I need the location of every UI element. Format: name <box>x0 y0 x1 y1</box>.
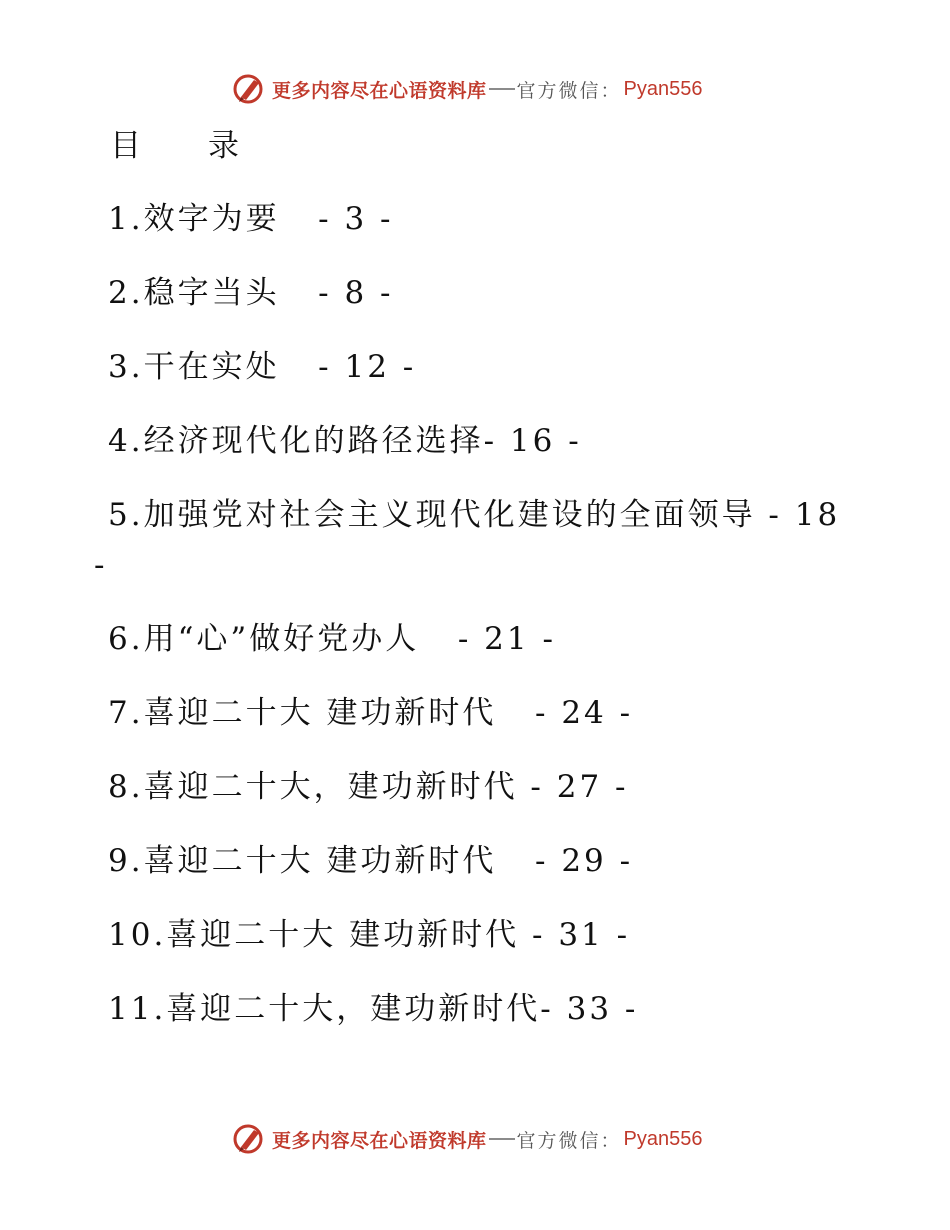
toc-title-char-1: 目 <box>110 128 141 164</box>
toc-item-4[interactable]: 4.经济现代化的路径选择- 16 - <box>108 423 582 459</box>
toc-item-3[interactable]: 3.干在实处 - 12 - <box>108 349 417 385</box>
watermark-id: Pyan556 <box>623 77 703 100</box>
toc-item-1[interactable]: 1.效字为要 - 3 - <box>108 201 394 237</box>
watermark-official: 官方微信 <box>516 79 601 102</box>
toc-item-5[interactable] <box>94 490 868 590</box>
watermark-id: Pyan556 <box>623 1127 703 1150</box>
toc-item-9[interactable]: 9.喜迎二十大 建功新时代 - 29 - <box>108 843 634 879</box>
toc-item-2[interactable]: 2.稳字当头 - 8 - <box>108 275 394 311</box>
watermark-colon: ： <box>600 1129 620 1152</box>
watermark-official: 官方微信 <box>516 1129 601 1152</box>
footer-watermark <box>232 1121 703 1157</box>
toc-item-5-text: 5.加强党对社会主义现代化建设的全面领导 - 18 <box>108 497 841 533</box>
watermark-colon: ： <box>600 79 620 102</box>
toc-list <box>94 194 868 1058</box>
toc-item-11[interactable]: 11.喜迎二十大，建功新时代- 33 - <box>108 991 639 1027</box>
toc-item-6[interactable]: 6.用“心”做好党办人 - 21 - <box>108 621 556 657</box>
toc-item-10[interactable]: 10.喜迎二十大 建功新时代 - 31 - <box>108 917 631 953</box>
toc-item-5-tail: - <box>94 547 108 583</box>
watermark-name: 更多内容尽在心语资料库 <box>272 1129 487 1152</box>
pen-logo-icon <box>232 72 266 106</box>
toc-title <box>110 124 239 168</box>
pen-logo-icon <box>232 1122 266 1156</box>
watermark-dash <box>489 1138 515 1140</box>
toc-item-8[interactable]: 8.喜迎二十大，建功新时代 - 27 - <box>108 769 629 805</box>
toc-title-char-2: 录 <box>208 128 239 164</box>
toc-item-7[interactable]: 7.喜迎二十大 建功新时代 - 24 - <box>108 695 634 731</box>
watermark-name: 更多内容尽在心语资料库 <box>272 79 487 102</box>
header-watermark <box>232 71 703 107</box>
watermark-dash <box>489 88 515 90</box>
